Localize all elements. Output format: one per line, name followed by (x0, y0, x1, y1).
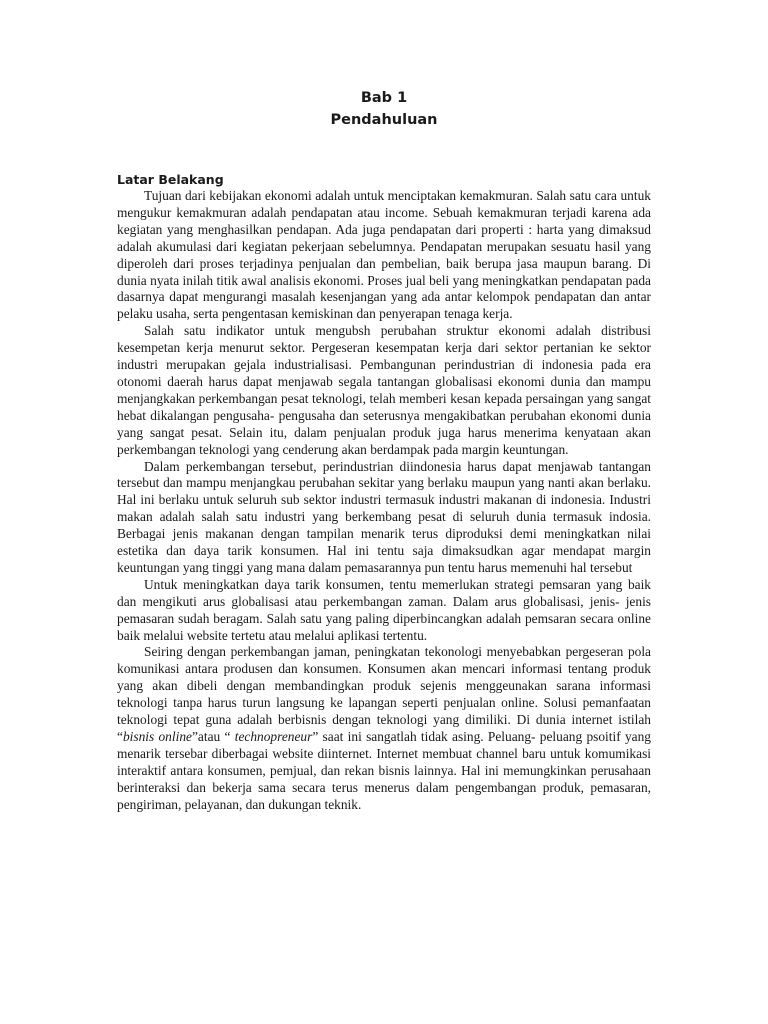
paragraph (117, 644, 651, 813)
body-text (117, 188, 651, 814)
paragraph-text: ”atau “ (191, 729, 235, 744)
paragraph-text: Salah satu indikator untuk mengubsh perubahan struktur ekonomi adalah distribusi kesempetan kerja menurut sektor. Pergeseran kesempatan kerja dari sektor pertanian ke sektor industri merupakan gejala industrialisasi. Pembangunan perindustrian di indonesia pada era otonomi daerah harus dapat menjawab segala tantangan globalisasi ekonomi dunia dan mampu menjangkakan perkembangan pesat teknologi, telah memberi kesan kepada persaingan yang sangat hebat dikalangan pengusaha- pengusaha dan seterusnya mengakibatkan perubahan ekonomi dunia yang sangat pesat. Selain itu, dalam penjualan produk juga harus menerima kenyataan akan perkembangan teknologi yang cenderung akan berdampak pada margin keuntungan. (117, 323, 651, 457)
section-heading: Latar Belakang (117, 172, 224, 187)
paragraph-text: Seiring dengan perkembangan jaman, peningkatan tekonologi menyebabkan pergeseran pola komunikasi antara produsen dan konsumen. Konsumen akan mencari informasi tentang produk yang akan dibeli dengan membandingkan produk sejenis menggeunakan sarana informasi teknologi tanpa harus turun langsung ke lapangan seperti penjualan online. Solusi pemanfaatan teknologi tepat guna adalah berbisnis dengan teknologi yang dimiliki. Di dunia internet istilah “ (117, 644, 651, 744)
italic-term: bisnis online (122, 729, 192, 744)
italic-term: technopreneur (234, 729, 313, 744)
paragraph (117, 577, 651, 645)
chapter-number: Bab 1 (360, 90, 408, 106)
paragraph-text: Untuk meningkatkan daya tarik konsumen, tentu memerlukan strategi pemsaran yang baik dan mengikuti arus globalisasi atau perkembangan zaman. Dalam arus globalisasi, jenis- jenis pemasaran sudah beragam. Salah satu yang paling diperbincangkan adalah pemsaran secara online baik melalui website tertetu atau melalui aplikasi tertentu. (117, 576, 651, 643)
chapter-title: Pendahuluan (330, 112, 438, 128)
paragraph (117, 323, 651, 458)
paragraph-text: Tujuan dari kebijakan ekonomi adalah untuk menciptakan kemakmuran. Salah satu cara untuk mengukur kemakmuran adalah pendapatan atau income. Sebuah kemakmuran terjadi karena ada kegiatan yang menghasilkan pendapan. Ada juga pendapatan dari properti : harta yang dimaksud adalah akumulasi dari kegiatan pekerjaan sebelumnya. Pendapatan merupakan sesuatu hasil yang diperoleh dari proses terjadinya penjualan dan pembelian, baik berupa jasa maupun barang. Di dunia nyata inilah titik awal analisis ekonomi. Proses jual beli yang meningkatkan pendapatan pada dasarnya dapat mengurangi masalah kesenjangan yang ada antar kelompok pendapatan dan antar pelaku usaha, serta pengentasan kemiskinan dan penyerapan tenaga kerja. (117, 188, 651, 322)
paragraph-text: ” saat ini sangatlah tidak asing. Peluang- peluang psoitif yang menarik tersebar diberbagai website diinternet. Internet membuat channel baru untuk komumikasi interaktif antara konsumen, pemjual, dan rekan bisnis lainnya. Hal ini memungkinkan perusahaan berinteraksi dan bekerja sama secara terus menerus dalam pengembangan produk, pemasaran, pengiriman, pelayanan, dan dukungan teknik. (117, 729, 651, 812)
paragraph-text: Dalam perkembangan tersebut, perindustrian diindonesia harus dapat menjawab tantangan tersebut dan mampu menjangkau perubahan sekitar yang berlaku maupun yang nanti akan berlaku. Hal ini berlaku untuk seluruh sub sektor industri termasuk industri makanan di indonesia. Industri makan adalah salah satu industri yang berkembang pesat di seluruh dunia termasuk indosia. Berbagai jenis makanan dengan tampilan menarik terus diproduksi demi meningkatkan nilai estetika dan daya tarik konsumen. Hal ini tentu saja dimaksudkan agar mendapat margin keuntungan yang tinggi yang mana dalam pemasarannya pun tentu harus memenuhi hal tersebut (117, 458, 651, 575)
paragraph (117, 459, 651, 577)
paragraph (117, 188, 651, 323)
